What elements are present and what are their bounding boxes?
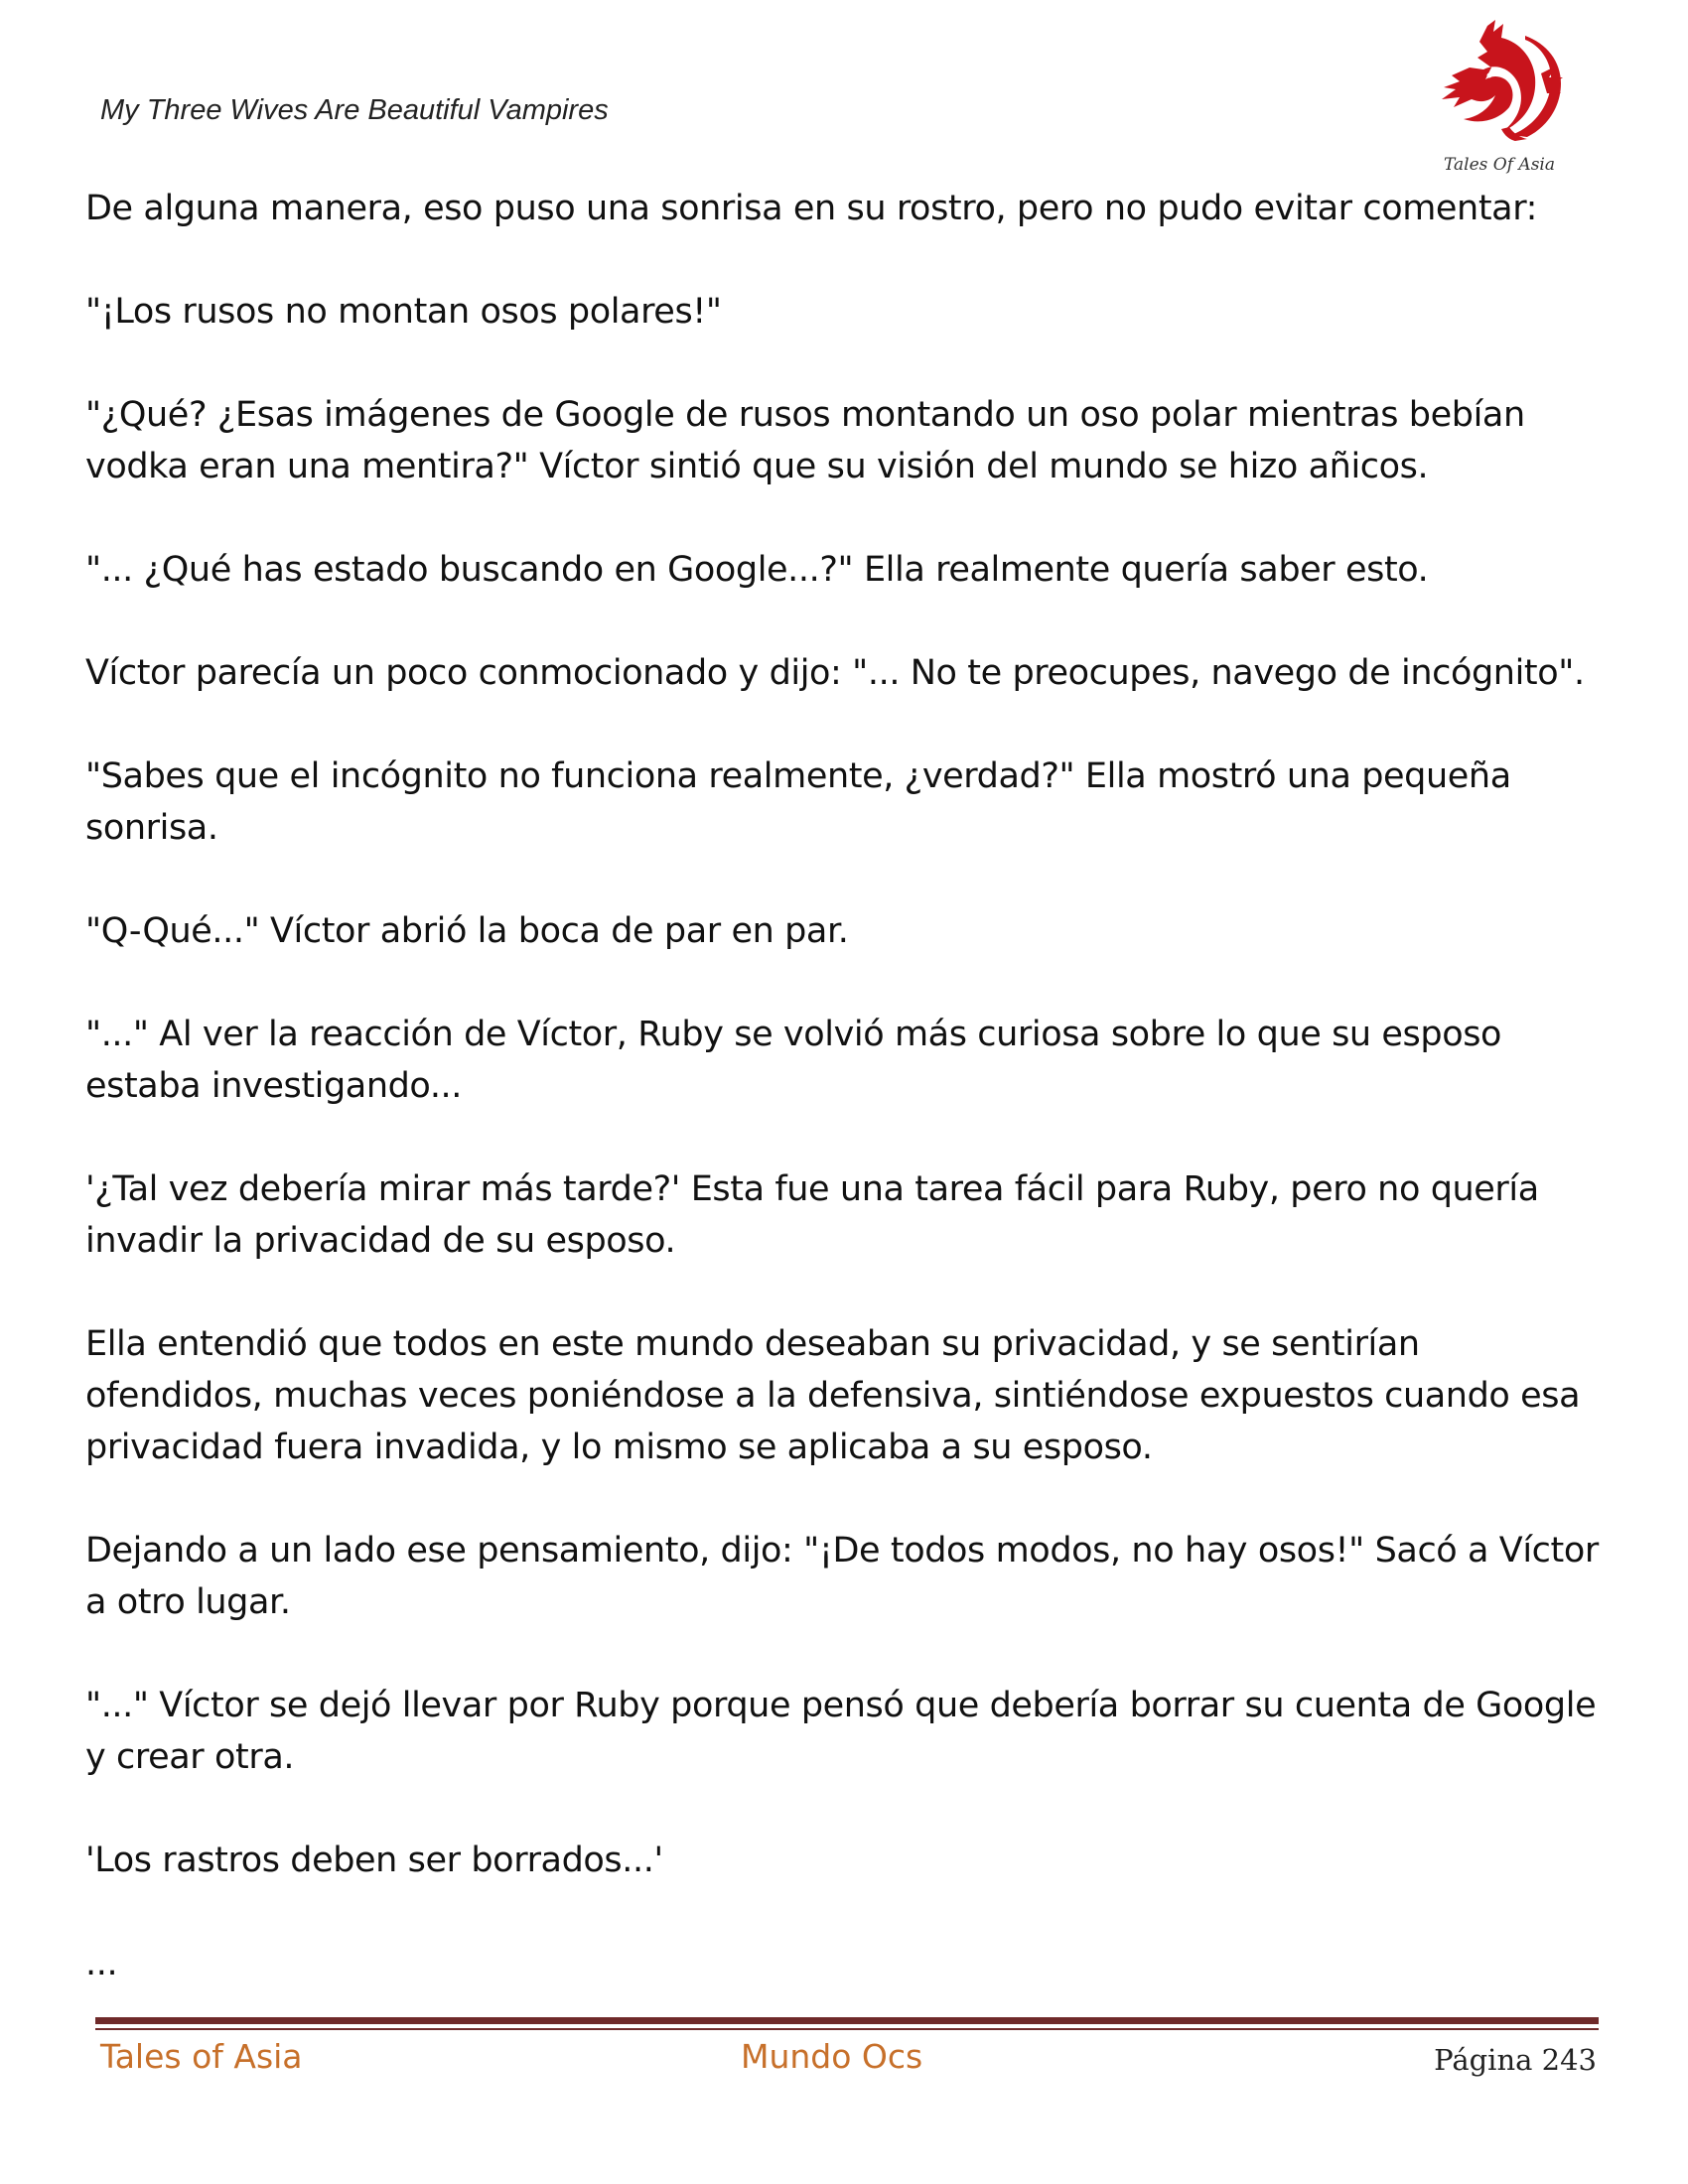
dragon-icon — [1430, 18, 1569, 142]
paragraph: "..." Al ver la reacción de Víctor, Ruby se volvió más curiosa sobre lo que su esposo estaba investigando... — [85, 1015, 1502, 1106]
footer-publisher: Tales of Asia — [100, 2037, 303, 2076]
page-number: Página 243 — [1434, 2043, 1597, 2077]
paragraph: Dejando a un lado ese pensamiento, dijo: "¡De todos modos, no hay osos!" Sacó a Víctor a otro lugar. — [85, 1531, 1599, 1622]
paragraph: "... ¿Qué has estado buscando en Google...?" Ella realmente quería saber esto. — [85, 550, 1429, 590]
paragraph: ... — [85, 1944, 118, 1983]
chapter-text — [85, 183, 1605, 2041]
paragraph: Ella entendió que todos en este mundo deseaban su privacidad, y se sentirían ofendidos, muchas veces poniéndose a la defensiva, sintiéndose expuestos cuando esa privacidad fuera invadida, y lo mismo se aplicaba a su esposo. — [85, 1324, 1581, 1467]
paragraph: "Q-Qué..." Víctor abrió la boca de par en par. — [85, 911, 849, 951]
publisher-logo — [1430, 18, 1569, 179]
footer-divider-thin — [95, 2028, 1599, 2030]
logo-text: Tales Of Asia — [1444, 155, 1555, 175]
paragraph: De alguna manera, eso puso una sonrisa en su rostro, pero no pudo evitar comentar: — [85, 189, 1537, 228]
paragraph: "¡Los rusos no montan osos polares!" — [85, 292, 722, 332]
paragraph: "Sabes que el incógnito no funciona realmente, ¿verdad?" Ella mostró una pequeña sonrisa. — [85, 756, 1511, 848]
book-title: My Three Wives Are Beautiful Vampires — [100, 94, 609, 126]
paragraph: 'Los rastros deben ser borrados...' — [85, 1841, 663, 1880]
footer-source: Mundo Ocs — [741, 2037, 923, 2076]
paragraph: Víctor parecía un poco conmocionado y dijo: "... No te preocupes, navego de incógnito". — [85, 653, 1585, 693]
paragraph: '¿Tal vez debería mirar más tarde?' Esta fue una tarea fácil para Ruby, pero no quería invadir la privacidad de su esposo. — [85, 1169, 1539, 1261]
paragraph: "..." Víctor se dejó llevar por Ruby porque pensó que debería borrar su cuenta de Google y crear otra. — [85, 1686, 1597, 1777]
paragraph: "¿Qué? ¿Esas imágenes de Google de rusos montando un oso polar mientras bebían vodka eran una mentira?" Víctor sintió que su visión del mundo se hizo añicos. — [85, 395, 1525, 486]
footer-divider — [95, 2017, 1599, 2024]
